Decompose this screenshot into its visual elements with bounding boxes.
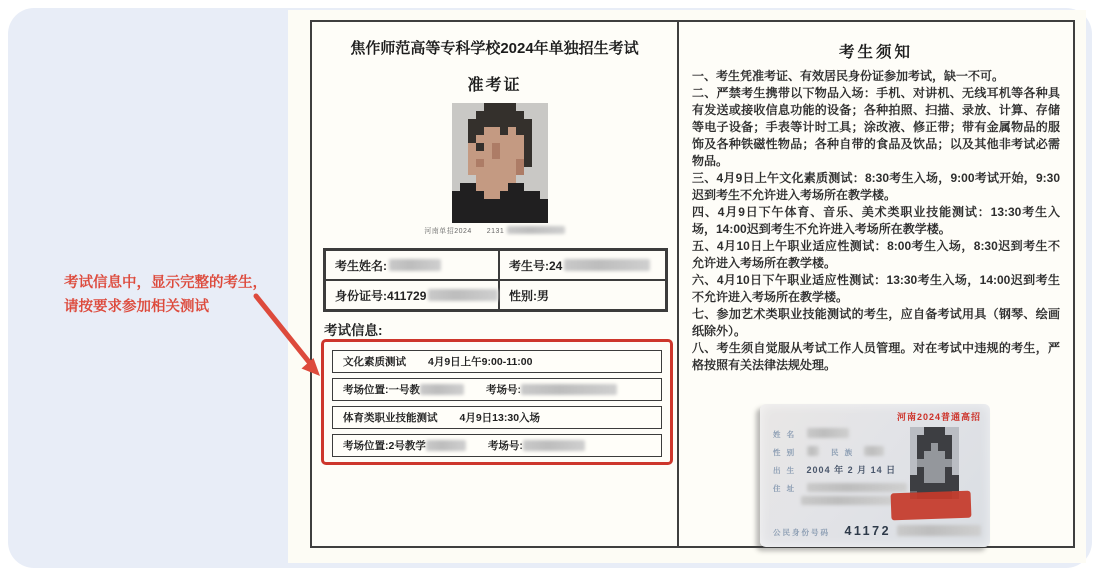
ticket-title: 焦作师范高等专科学校2024年单独招生考试: [350, 40, 639, 57]
notice-body: [692, 68, 1060, 374]
photo-caption: [312, 226, 677, 236]
redaction-patch: [523, 440, 585, 451]
photo-caption-left: 河南单招2024: [424, 228, 472, 235]
exam-info-highlight-box: [321, 339, 673, 465]
exam-row-location-2: 考场位置:2号教学 考场号:: [332, 434, 662, 457]
cell-candidate-number: [499, 250, 666, 280]
annotation-note: [64, 271, 267, 319]
redaction-patch: [801, 496, 893, 505]
id-card-stamp: [891, 491, 972, 521]
red-arrow-icon: [242, 288, 337, 388]
id-number-row: 公民身份号码 41172: [773, 522, 981, 540]
notice-item: 七、参加艺术类职业技能测试的考生，应自备考试用具（钢琴、绘画纸除外）。: [692, 307, 1060, 338]
notice-item: 五、4月10日上午职业适应性测试：8:00考生入场，8:30迟到考生不允许进入考场所在教学楼。: [692, 239, 1060, 270]
notice-item: 四、4月9日下午体育、音乐、美术类职业技能测试：13:30考生入场，14:00迟到考生不允许进入考场所在教学楼。: [692, 205, 1060, 236]
exam-row-culture-test: 文化素质测试 4月9日上午9:00-11:00: [332, 350, 662, 373]
cell-id-number: [325, 280, 499, 310]
redaction-patch: [521, 384, 617, 395]
candidate-name-label: 考生姓名:: [335, 258, 387, 273]
id-card-birth-row: 出 生 2004 年 2 月 14 日: [773, 465, 897, 475]
id-card-gender-row: 性 别 民 族: [773, 442, 884, 460]
redaction-patch: [420, 384, 464, 395]
id-number-label: 身份证号:411729: [335, 288, 427, 303]
redaction-patch: [897, 525, 981, 536]
notice-item: 一、考生凭准考证、有效居民身份证参加考试，缺一不可。: [692, 69, 1005, 83]
id-card-name-row: 姓 名: [773, 424, 849, 442]
gender-label: 性别:男: [509, 288, 549, 303]
id-card-photo: [910, 427, 959, 499]
notice-panel: [677, 20, 1075, 548]
notice-title: 考生须知: [838, 44, 913, 61]
redaction-patch: [389, 259, 441, 271]
exam-row-location-1: 考场位置:一号教 考场号:: [332, 378, 662, 401]
id-card-address-row: 住 址: [773, 478, 907, 496]
notice-item: 六、4月10日下午职业适应性测试：13:30考生入场，14:00迟到考生不允许进入考场所在教学楼。: [692, 273, 1060, 304]
photo-caption-right: 2131: [486, 228, 505, 235]
annotation-line-1: 考试信息中，显示完整的考生，: [64, 275, 267, 291]
redaction-patch: [807, 428, 849, 438]
redaction-patch: [428, 289, 498, 301]
candidate-photo: [452, 103, 548, 223]
cell-gender: [499, 280, 666, 310]
redaction-patch: [807, 446, 819, 456]
candidate-number-label: 考生号:24: [509, 258, 563, 273]
exam-row-pe-test: 体育类职业技能测试 4月9日13:30入场: [332, 406, 662, 429]
redaction-patch: [564, 259, 650, 271]
annotation-line-2: 请按要求参加相关测试: [64, 299, 209, 315]
id-card-header: 河南2024普通高招: [896, 412, 981, 422]
notice-item: 三、4月9日上午文化素质测试：8:30考生入场，9:00考试开始，9:30迟到考生不允许进入考场所在教学楼。: [692, 171, 1060, 202]
redaction-patch: [426, 440, 466, 451]
exam-info-heading: 考试信息:: [324, 323, 383, 338]
id-card: [760, 404, 990, 547]
redaction-patch: [507, 226, 565, 234]
admission-ticket-panel: [310, 20, 679, 548]
id-card-address-row-2: [801, 491, 893, 509]
notice-item: 八、考生须自觉服从考试工作人员管理。对在考试中违规的考生，严格按照有关法律法规处理。: [692, 341, 1060, 372]
candidate-info-table: [323, 248, 668, 312]
redaction-patch: [864, 446, 884, 456]
cell-candidate-name: [325, 250, 499, 280]
ticket-subtitle: 准考证: [467, 77, 522, 94]
notice-item: 二、严禁考生携带以下物品入场：手机、对讲机、无线耳机等各种具有发送或接收信息功能的设备；各种拍照、扫描、录放、计算、存储等电子设备；手表等计时工具；涂改液、修正带；带有金属物品的服饰及各种铁磁性物品；各种自带的食品及饮品；以及其他非考试必需物品。: [692, 86, 1060, 168]
